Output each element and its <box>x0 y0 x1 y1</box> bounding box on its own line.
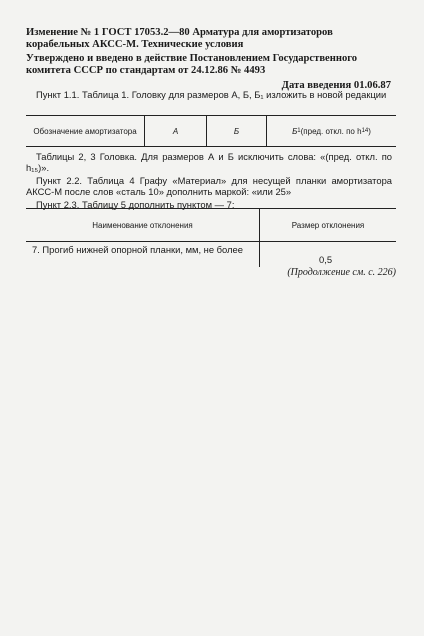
table-1-header <box>26 115 396 147</box>
table1-col-a: А <box>172 126 179 136</box>
table5-row-7-value: 0,5 <box>319 254 333 265</box>
table1-col-b1: Б 1 (пред. откл. по h 14 ) <box>292 126 371 136</box>
effective-date: Дата введения 01.06.87 <box>281 80 391 91</box>
table1-col-designation: Обозначение амортизатора <box>33 126 137 136</box>
paragraph-2-3: Пункт 2.3. Таблицу 5 дополнить пунктом — 7: <box>36 199 235 210</box>
paragraph-tables-2-3: Таблицы 2, 3 Головка. Для размеров А и Б исключить слова: «(пред. откл. по h₁₅)». <box>26 151 392 174</box>
table5-row-7-label: 7. Прогиб нижней опорной планки, мм, не более <box>32 244 243 255</box>
table5-body-divider <box>259 240 260 267</box>
paragraph-1-1: Пункт 1.1. Таблица 1. Головку для размеров А, Б, Б₁ изложить в новой редакции <box>36 89 387 100</box>
table1-col-b: Б <box>233 126 240 136</box>
approval-statement: Утверждено и введено в действие Постановлением Государственного комитета СССР по стандартам от 24.12.86 № 4493 <box>26 53 358 76</box>
continuation-note: (Продолжение см. с. 226) <box>287 267 396 278</box>
table-5-header <box>26 208 396 242</box>
paragraph-2-2: Пункт 2.2. Таблица 4 Графу «Материал» для несущей планки амортизатора АКСС-М после слов «сталь 10» дополнить маркой: «или 25» <box>26 175 392 198</box>
amendment-title: Изменение № 1 ГОСТ 17053.2—80 Арматура для амортизаторов корабельных АКСС-М. Технические условия <box>26 27 333 50</box>
table5-col-size: Размер отклонения <box>291 220 365 230</box>
table5-col-name: Наименование отклонения <box>92 220 193 230</box>
